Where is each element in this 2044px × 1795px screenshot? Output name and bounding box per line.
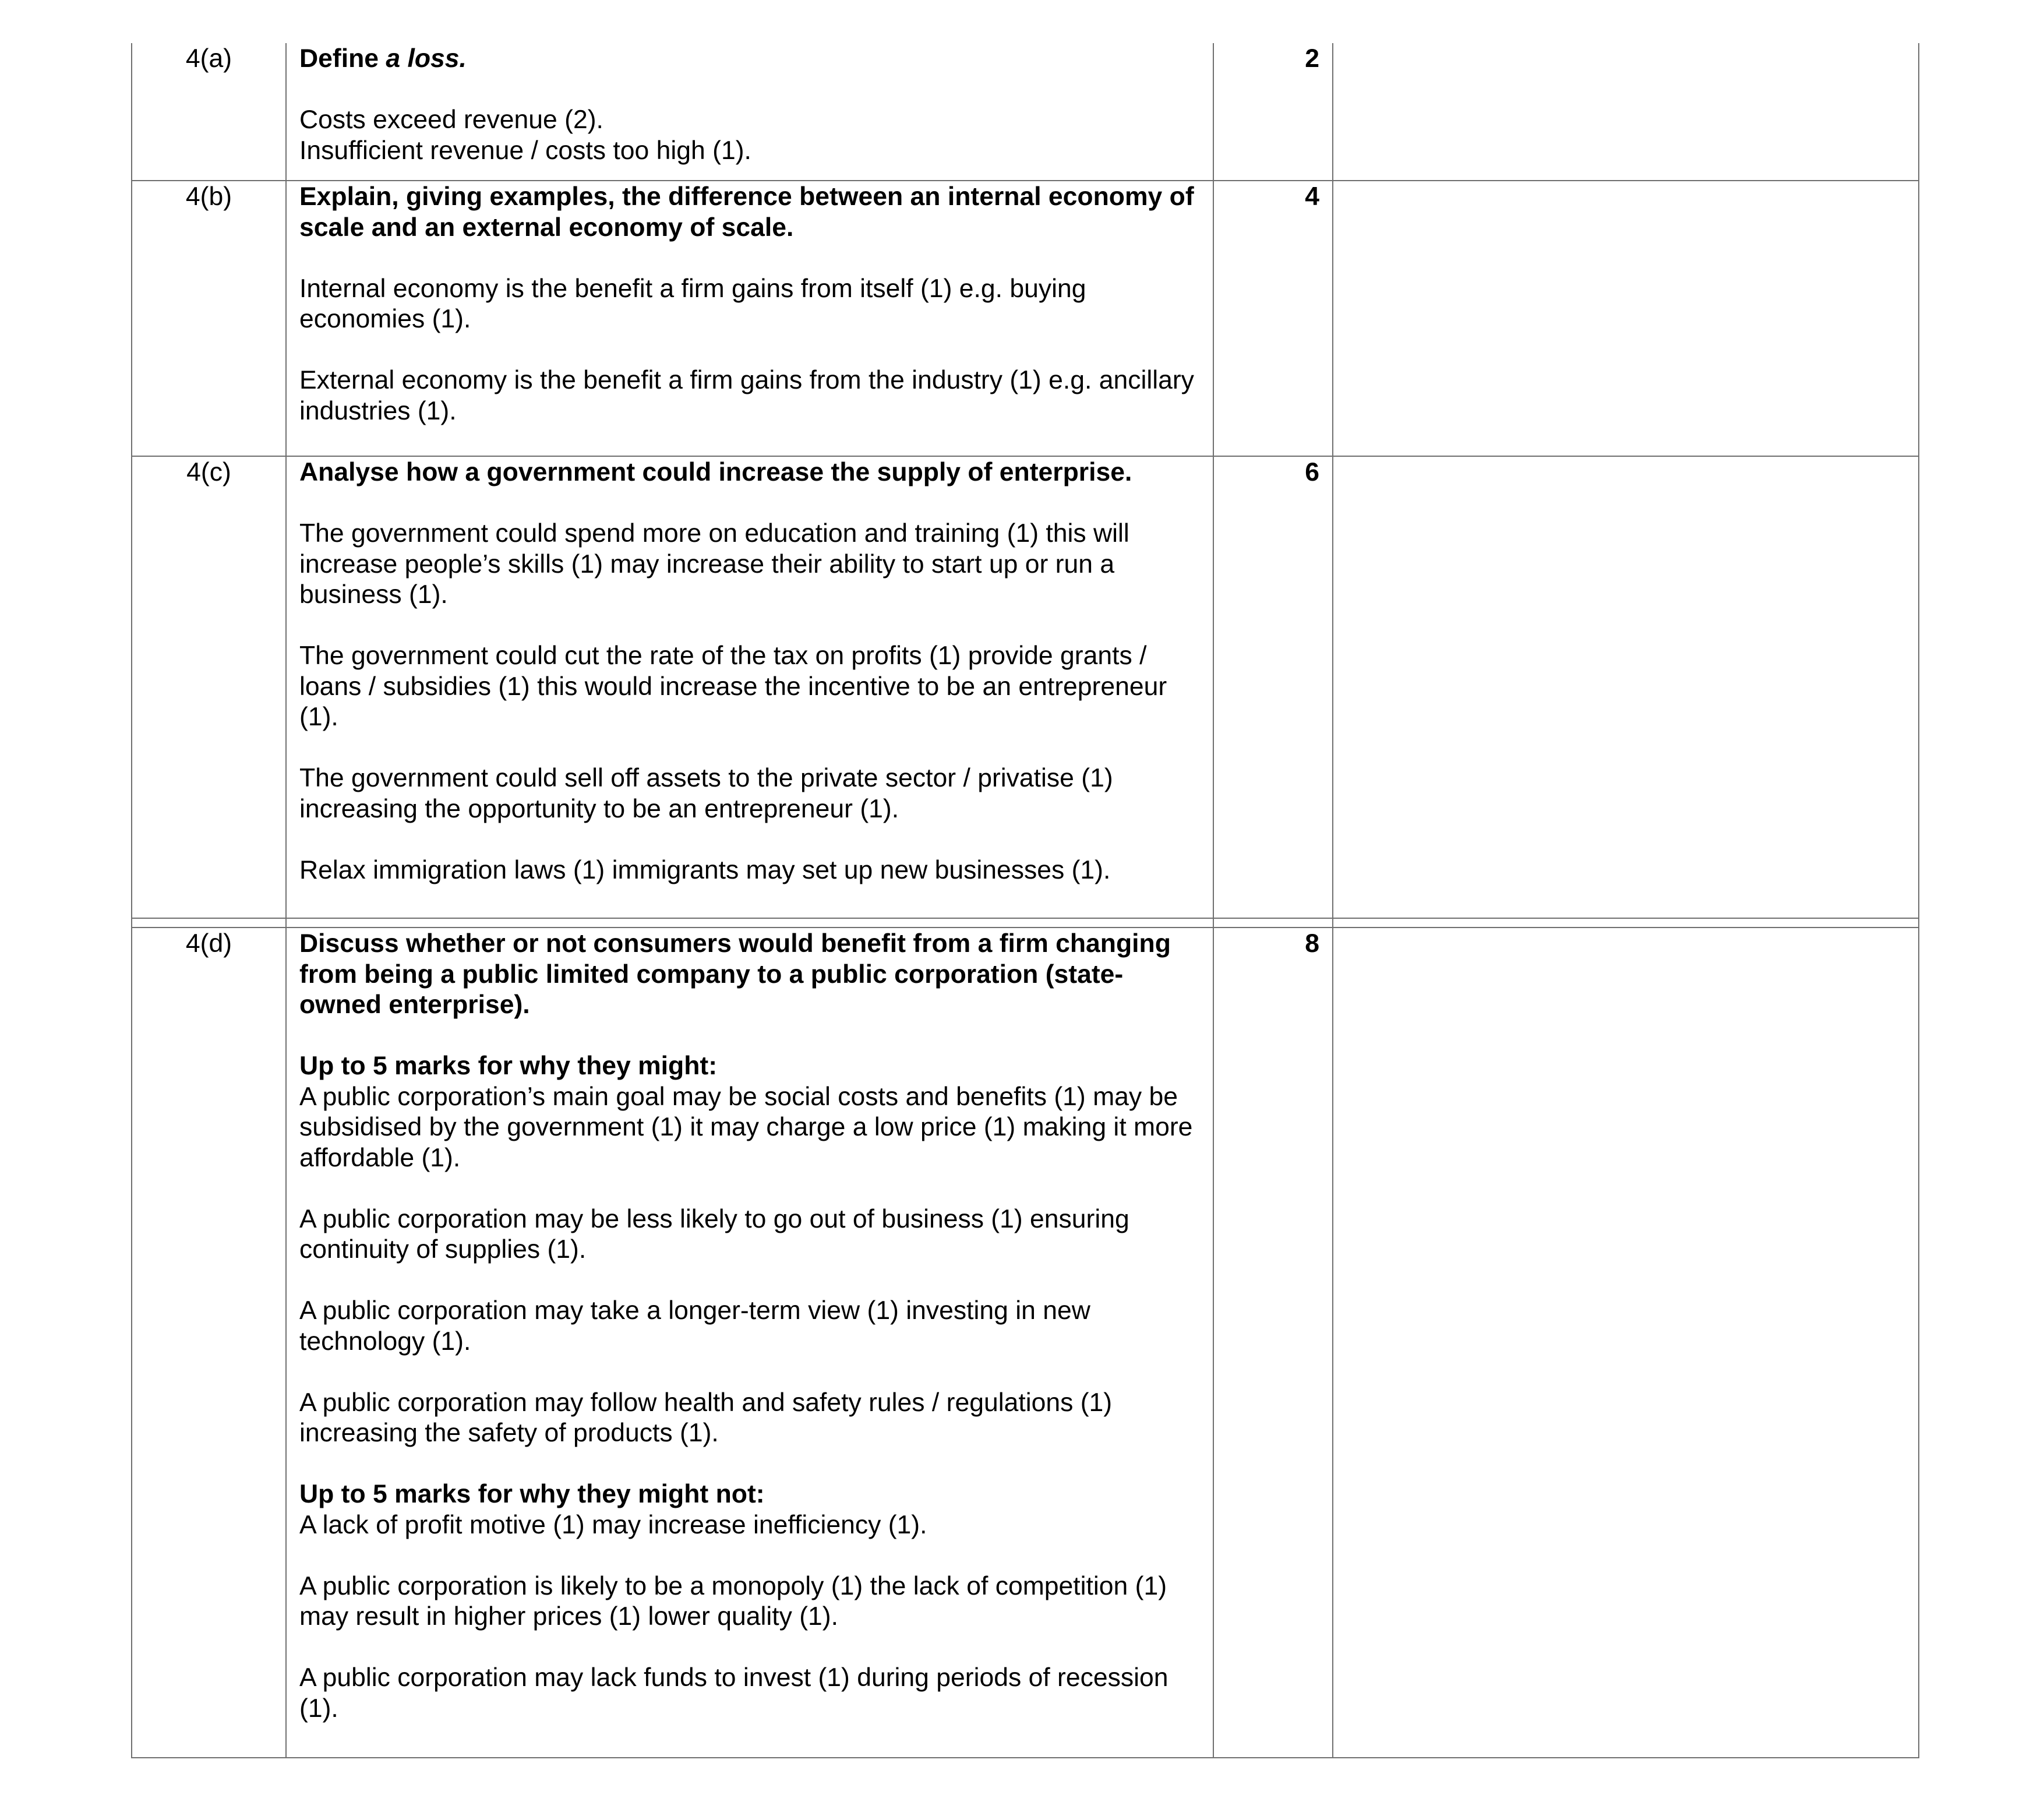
answer-paragraph: Relax immigration laws (1) immigrants may set up new businesses (1). [299, 855, 1111, 884]
separator-cell [1333, 918, 1919, 928]
question-number: 4(d) [132, 928, 286, 1758]
answer-section-might-not [299, 1479, 1202, 1540]
answer-paragraph: A public corporation’s main goal may be social costs and benefits (1) may be subsidised by the government (1) it may charge a low price (1) making it more affordable (1). [299, 1082, 1193, 1172]
answer-cell [286, 181, 1213, 456]
section-heading: Up to 5 marks for why they might not: [299, 1480, 765, 1508]
separator-cell [1213, 918, 1333, 928]
question-text [299, 44, 1202, 75]
answer-paragraph: A public corporation may lack funds to invest (1) during periods of recession (1). [299, 1663, 1168, 1723]
answer-line: Costs exceed revenue (2). [299, 105, 603, 134]
answer-paragraph: A public corporation may take a longer-term view (1) investing in new technology (1). [299, 1296, 1090, 1356]
question-text: Explain, giving examples, the difference between an internal economy of scale and an external economy of scale. [299, 182, 1194, 242]
question-number: 4(b) [132, 181, 286, 456]
row-separator [132, 918, 1919, 928]
answer-paragraph: A lack of profit motive (1) may increase inefficiency (1). [299, 1510, 927, 1539]
answer-paragraph: The government could sell off assets to the private sector / privatise (1) increasing the opportunity to be an entrepreneur (1). [299, 764, 1113, 823]
answer-line: Insufficient revenue / costs too high (1). [299, 136, 751, 165]
question-row-4d [132, 928, 1919, 1758]
question-text: Analyse how a government could increase the supply of enterprise. [299, 458, 1132, 486]
answer-section-might [299, 1051, 1202, 1173]
answer-paragraph: A public corporation may be less likely to go out of business (1) ensuring continuity of supplies (1). [299, 1204, 1129, 1264]
answer-paragraph: External economy is the benefit a firm gains from the industry (1) e.g. ancillary industries (1). [299, 366, 1194, 425]
separator-cell [286, 918, 1213, 928]
question-row-4c [132, 456, 1919, 918]
mark-scheme-table [131, 43, 1919, 1758]
question-text: Discuss whether or not consumers would benefit from a firm changing from being a public limited company to a public corporation (state-owned enterprise). [299, 929, 1171, 1019]
question-emphasis: a loss. [386, 44, 467, 73]
answer-paragraph: The government could spend more on education and training (1) this will increase people’s skills (1) may increase their ability to start up or run a business (1). [299, 519, 1129, 609]
answer-paragraph: A public corporation may follow health and safety rules / regulations (1) increasing the safety of products (1). [299, 1388, 1113, 1447]
question-number: 4(c) [132, 456, 286, 918]
question-row-4a [132, 43, 1919, 181]
question-row-4b [132, 181, 1919, 456]
guidance-cell [1333, 181, 1919, 456]
marks-cell: 8 [1213, 928, 1333, 1758]
guidance-cell [1333, 43, 1919, 181]
separator-cell [132, 918, 286, 928]
answer-paragraph: Internal economy is the benefit a firm gains from itself (1) e.g. buying economies (1). [299, 274, 1086, 333]
marks-cell: 2 [1213, 43, 1333, 181]
guidance-cell [1333, 456, 1919, 918]
answer-cell [286, 43, 1213, 181]
marks-cell: 6 [1213, 456, 1333, 918]
question-prefix: Define [299, 44, 386, 73]
answer-cell [286, 928, 1213, 1758]
answer-paragraph [299, 105, 1202, 166]
answer-paragraph: The government could cut the rate of the tax on profits (1) provide grants / loans / subsidies (1) this would increase the incentive to be an entrepreneur (1). [299, 641, 1167, 731]
section-heading: Up to 5 marks for why they might: [299, 1052, 718, 1080]
marks-cell: 4 [1213, 181, 1333, 456]
answer-cell [286, 456, 1213, 918]
answer-paragraph: A public corporation is likely to be a monopoly (1) the lack of competition (1) may result in higher prices (1) lower quality (1). [299, 1571, 1167, 1631]
guidance-cell [1333, 928, 1919, 1758]
question-number: 4(a) [132, 43, 286, 181]
